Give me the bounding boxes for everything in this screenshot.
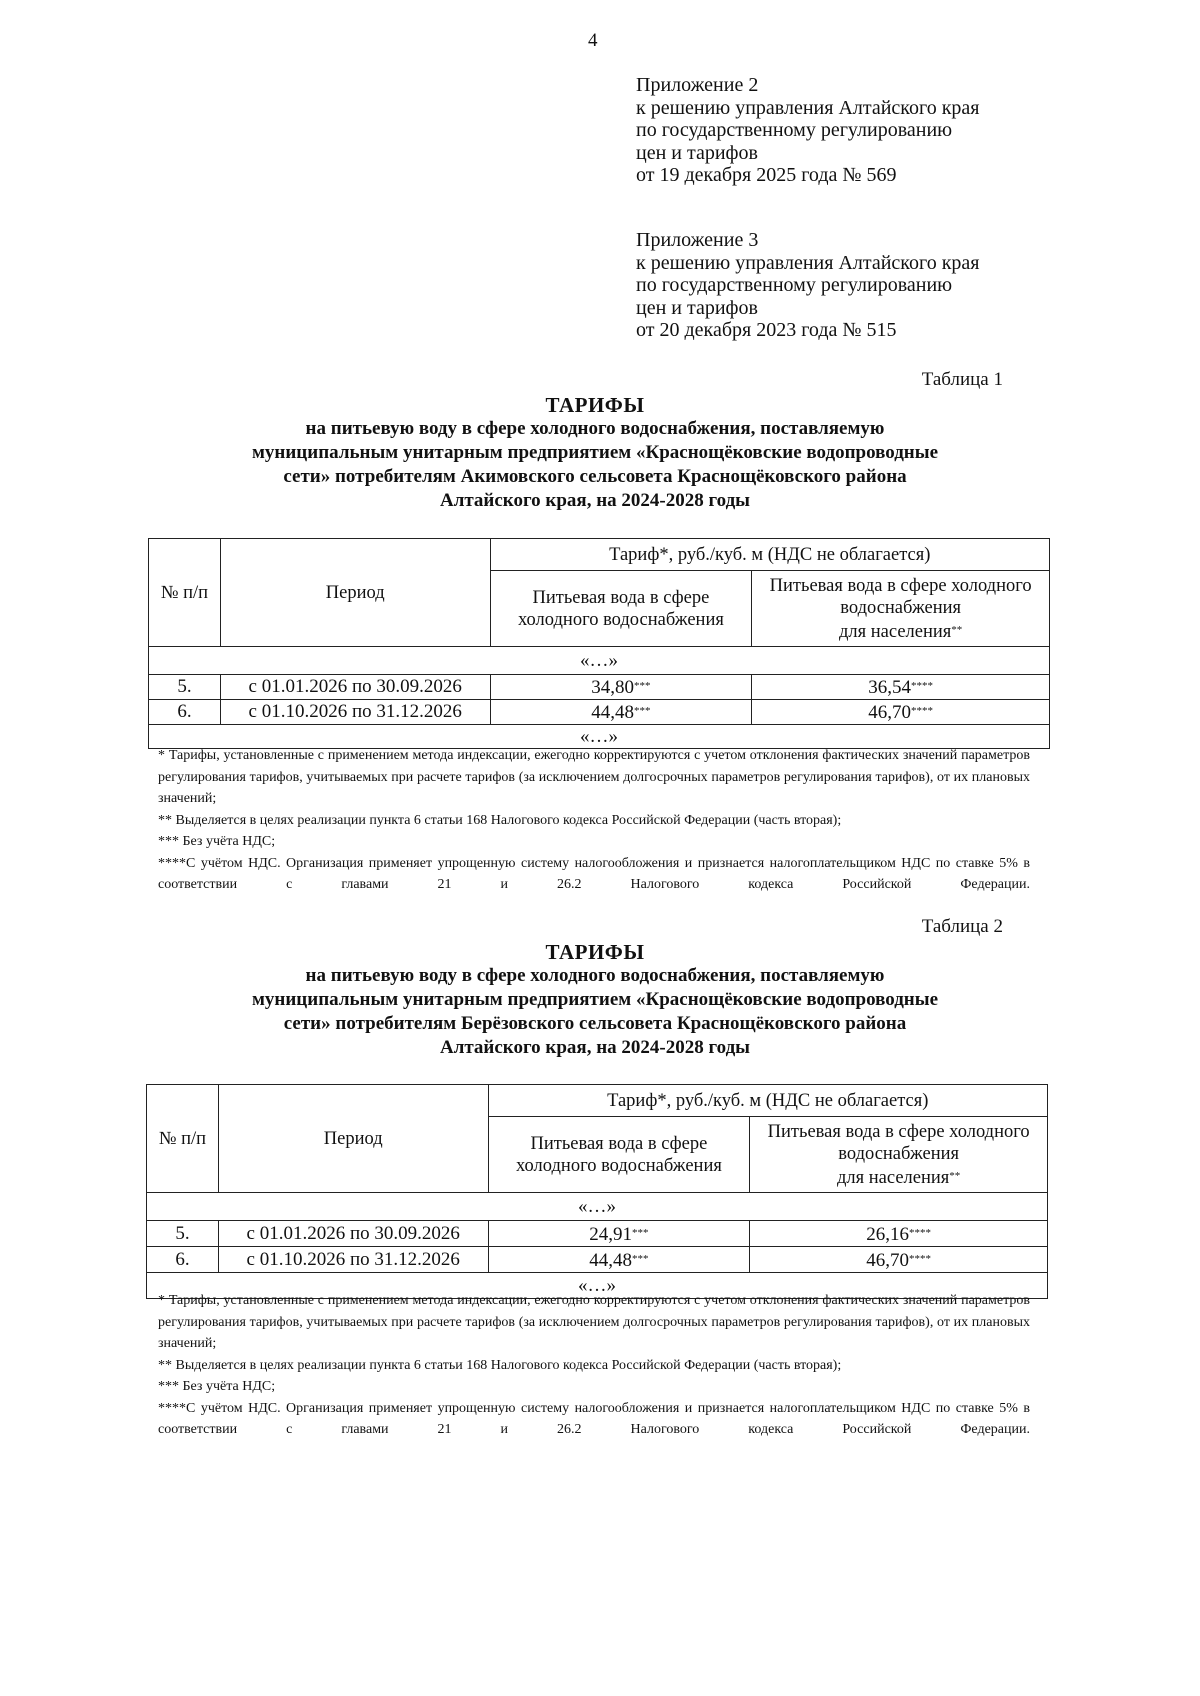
appendix-line: к решению управления Алтайского края [636, 251, 980, 274]
table-row [149, 700, 1050, 725]
title-line: на питьевую воду в сфере холодного водоснабжения, поставляемую [305, 418, 885, 439]
value: 44,48 [589, 1249, 633, 1271]
row-num: 6. [147, 1247, 219, 1273]
title-line: сети» потребителям Акимовского сельсовета Краснощёковского района [283, 466, 907, 487]
table-row [147, 1221, 1048, 1247]
page-number: 4 [588, 30, 598, 51]
row-num: 6. [149, 700, 221, 725]
footnote-mark: *** [634, 705, 651, 717]
value: 36,54 [868, 677, 912, 698]
title-main: ТАРИФЫ [545, 940, 645, 964]
value: 46,70 [866, 1249, 910, 1271]
table-row [149, 675, 1050, 700]
footnote-mark: **** [909, 1252, 932, 1265]
row-value-2 [750, 1221, 1048, 1247]
header-col2-text: для населения [839, 621, 952, 642]
footnote-mark: *** [632, 1252, 649, 1265]
title-line: сети» потребителям Берёзовского сельсовета Краснощёковского района [283, 1013, 907, 1034]
row-value-1 [488, 1247, 750, 1273]
footnotes-2 [158, 1290, 1030, 1441]
row-period: с 01.10.2026 по 31.12.2026 [220, 700, 490, 725]
ellipsis-row: «…» [149, 725, 1050, 749]
appendix-line: по государственному регулированию [636, 274, 953, 296]
value: 26,16 [866, 1223, 910, 1245]
footnotes-1 [158, 745, 1030, 896]
value: 34,80 [591, 677, 635, 698]
header-col2-text: Питьевая вода в сфере холодного водоснабжения [767, 1121, 1030, 1164]
value: 46,70 [868, 702, 912, 723]
header-period: Период [218, 1085, 488, 1193]
appendix-line: к решению управления Алтайского края [636, 96, 980, 119]
footnote-mark: ** [951, 623, 963, 636]
row-period: с 01.10.2026 по 31.12.2026 [218, 1247, 488, 1273]
appendix-line: по государственному регулированию [636, 119, 953, 141]
table-1-title [200, 393, 990, 513]
row-num: 5. [147, 1221, 219, 1247]
footnote-mark: *** [634, 680, 651, 692]
appendix-line: цен и тарифов [636, 296, 758, 319]
title-line: Алтайского края, на 2024-2028 годы [439, 490, 751, 511]
title-line: Алтайского края, на 2024-2028 годы [439, 1037, 751, 1058]
row-value-1 [488, 1221, 750, 1247]
footnote-mark: **** [911, 680, 934, 692]
footnote: * Тарифы, установленные с применением метода индексации, ежегодно корректируются с учетом отклонения фактических значений параметров регулирования тарифов, учитываемых при расчете тарифов (за исключением долгосрочных параметров регулирования тарифов), от их плановых значений; [158, 1293, 1030, 1351]
header-num: № п/п [147, 1085, 219, 1193]
header-col2-text: для населения [837, 1167, 950, 1188]
header-col1: Питьевая вода в сфере холодного водоснабжения [490, 571, 752, 647]
value: 44,48 [591, 702, 635, 723]
header-num: № п/п [149, 539, 221, 647]
appendix-line: Приложение 3 [636, 229, 759, 251]
ellipsis-row: «…» [147, 1193, 1048, 1221]
footnote-mark: *** [632, 1226, 649, 1239]
row-value-2 [752, 675, 1050, 700]
header-tariff: Тариф*, руб./куб. м (НДС не облагается) [490, 539, 1049, 571]
appendix-line: цен и тарифов [636, 141, 758, 164]
footnote: * Тарифы, установленные с применением метода индексации, ежегодно корректируются с учетом отклонения фактических значений параметров регулирования тарифов, учитываемых при расчете тарифов (за исключением долгосрочных параметров регулирования тарифов), от их плановых значений; [158, 748, 1030, 806]
header-tariff: Тариф*, руб./куб. м (НДС не облагается) [488, 1085, 1047, 1117]
title-line: на питьевую воду в сфере холодного водоснабжения, поставляемую [305, 965, 885, 986]
footnote: ****С учётом НДС. Организация применяет упрощенную систему налогообложения и признается налогоплательщиком НДС по ставке 5% в соответствии с главами 21 и 26.2 Налогового кодекса Российской Федерации. [158, 855, 1030, 892]
header-col1: Питьевая вода в сфере холодного водоснабжения [488, 1117, 750, 1193]
table-2-label: Таблица 2 [921, 916, 1003, 937]
header-col2-text: Питьевая вода в сфере холодного водоснабжения [769, 575, 1032, 618]
appendix-line: Приложение 2 [636, 74, 759, 96]
header-period: Период [220, 539, 490, 647]
row-value-2 [752, 700, 1050, 725]
header-col2 [750, 1117, 1048, 1193]
table-row [147, 1247, 1048, 1273]
footnote: ** Выделяется в целях реализации пункта 6 статьи 168 Налогового кодекса Российской Федерации (часть вторая); [158, 812, 842, 828]
table-2-title [200, 940, 990, 1060]
row-value-2 [750, 1247, 1048, 1273]
footnote: ** Выделяется в целях реализации пункта 6 статьи 168 Налогового кодекса Российской Федерации (часть вторая); [158, 1357, 842, 1373]
value: 24,91 [589, 1223, 633, 1245]
row-period: с 01.01.2026 по 30.09.2026 [218, 1221, 488, 1247]
footnote: ****С учётом НДС. Организация применяет упрощенную систему налогообложения и признается налогоплательщиком НДС по ставке 5% в соответствии с главами 21 и 26.2 Налогового кодекса Российской Федерации. [158, 1400, 1030, 1437]
appendix-2-header [636, 74, 980, 187]
row-period: с 01.01.2026 по 30.09.2026 [220, 675, 490, 700]
title-main: ТАРИФЫ [545, 393, 645, 417]
footnote-mark: ** [949, 1169, 961, 1182]
tariff-table-2 [146, 1084, 1048, 1299]
footnote: *** Без учёта НДС; [158, 1379, 276, 1394]
title-line: муниципальным унитарным предприятием «Краснощёковские водопроводные [251, 442, 939, 463]
row-value-1 [490, 675, 752, 700]
row-value-1 [490, 700, 752, 725]
appendix-line: от 19 декабря 2025 года № 569 [636, 164, 897, 186]
footnote: *** Без учёта НДС; [158, 834, 276, 849]
appendix-3-header [636, 229, 980, 342]
header-col2 [752, 571, 1050, 647]
table-1-label: Таблица 1 [921, 369, 1003, 390]
appendix-line: от 20 декабря 2023 года № 515 [636, 319, 897, 341]
footnote-mark: **** [911, 705, 934, 717]
footnote-mark: **** [909, 1226, 932, 1239]
ellipsis-row: «…» [147, 1273, 1048, 1299]
title-line: муниципальным унитарным предприятием «Краснощёковские водопроводные [251, 989, 939, 1010]
ellipsis-row: «…» [149, 647, 1050, 675]
row-num: 5. [149, 675, 221, 700]
tariff-table-1 [148, 538, 1050, 749]
